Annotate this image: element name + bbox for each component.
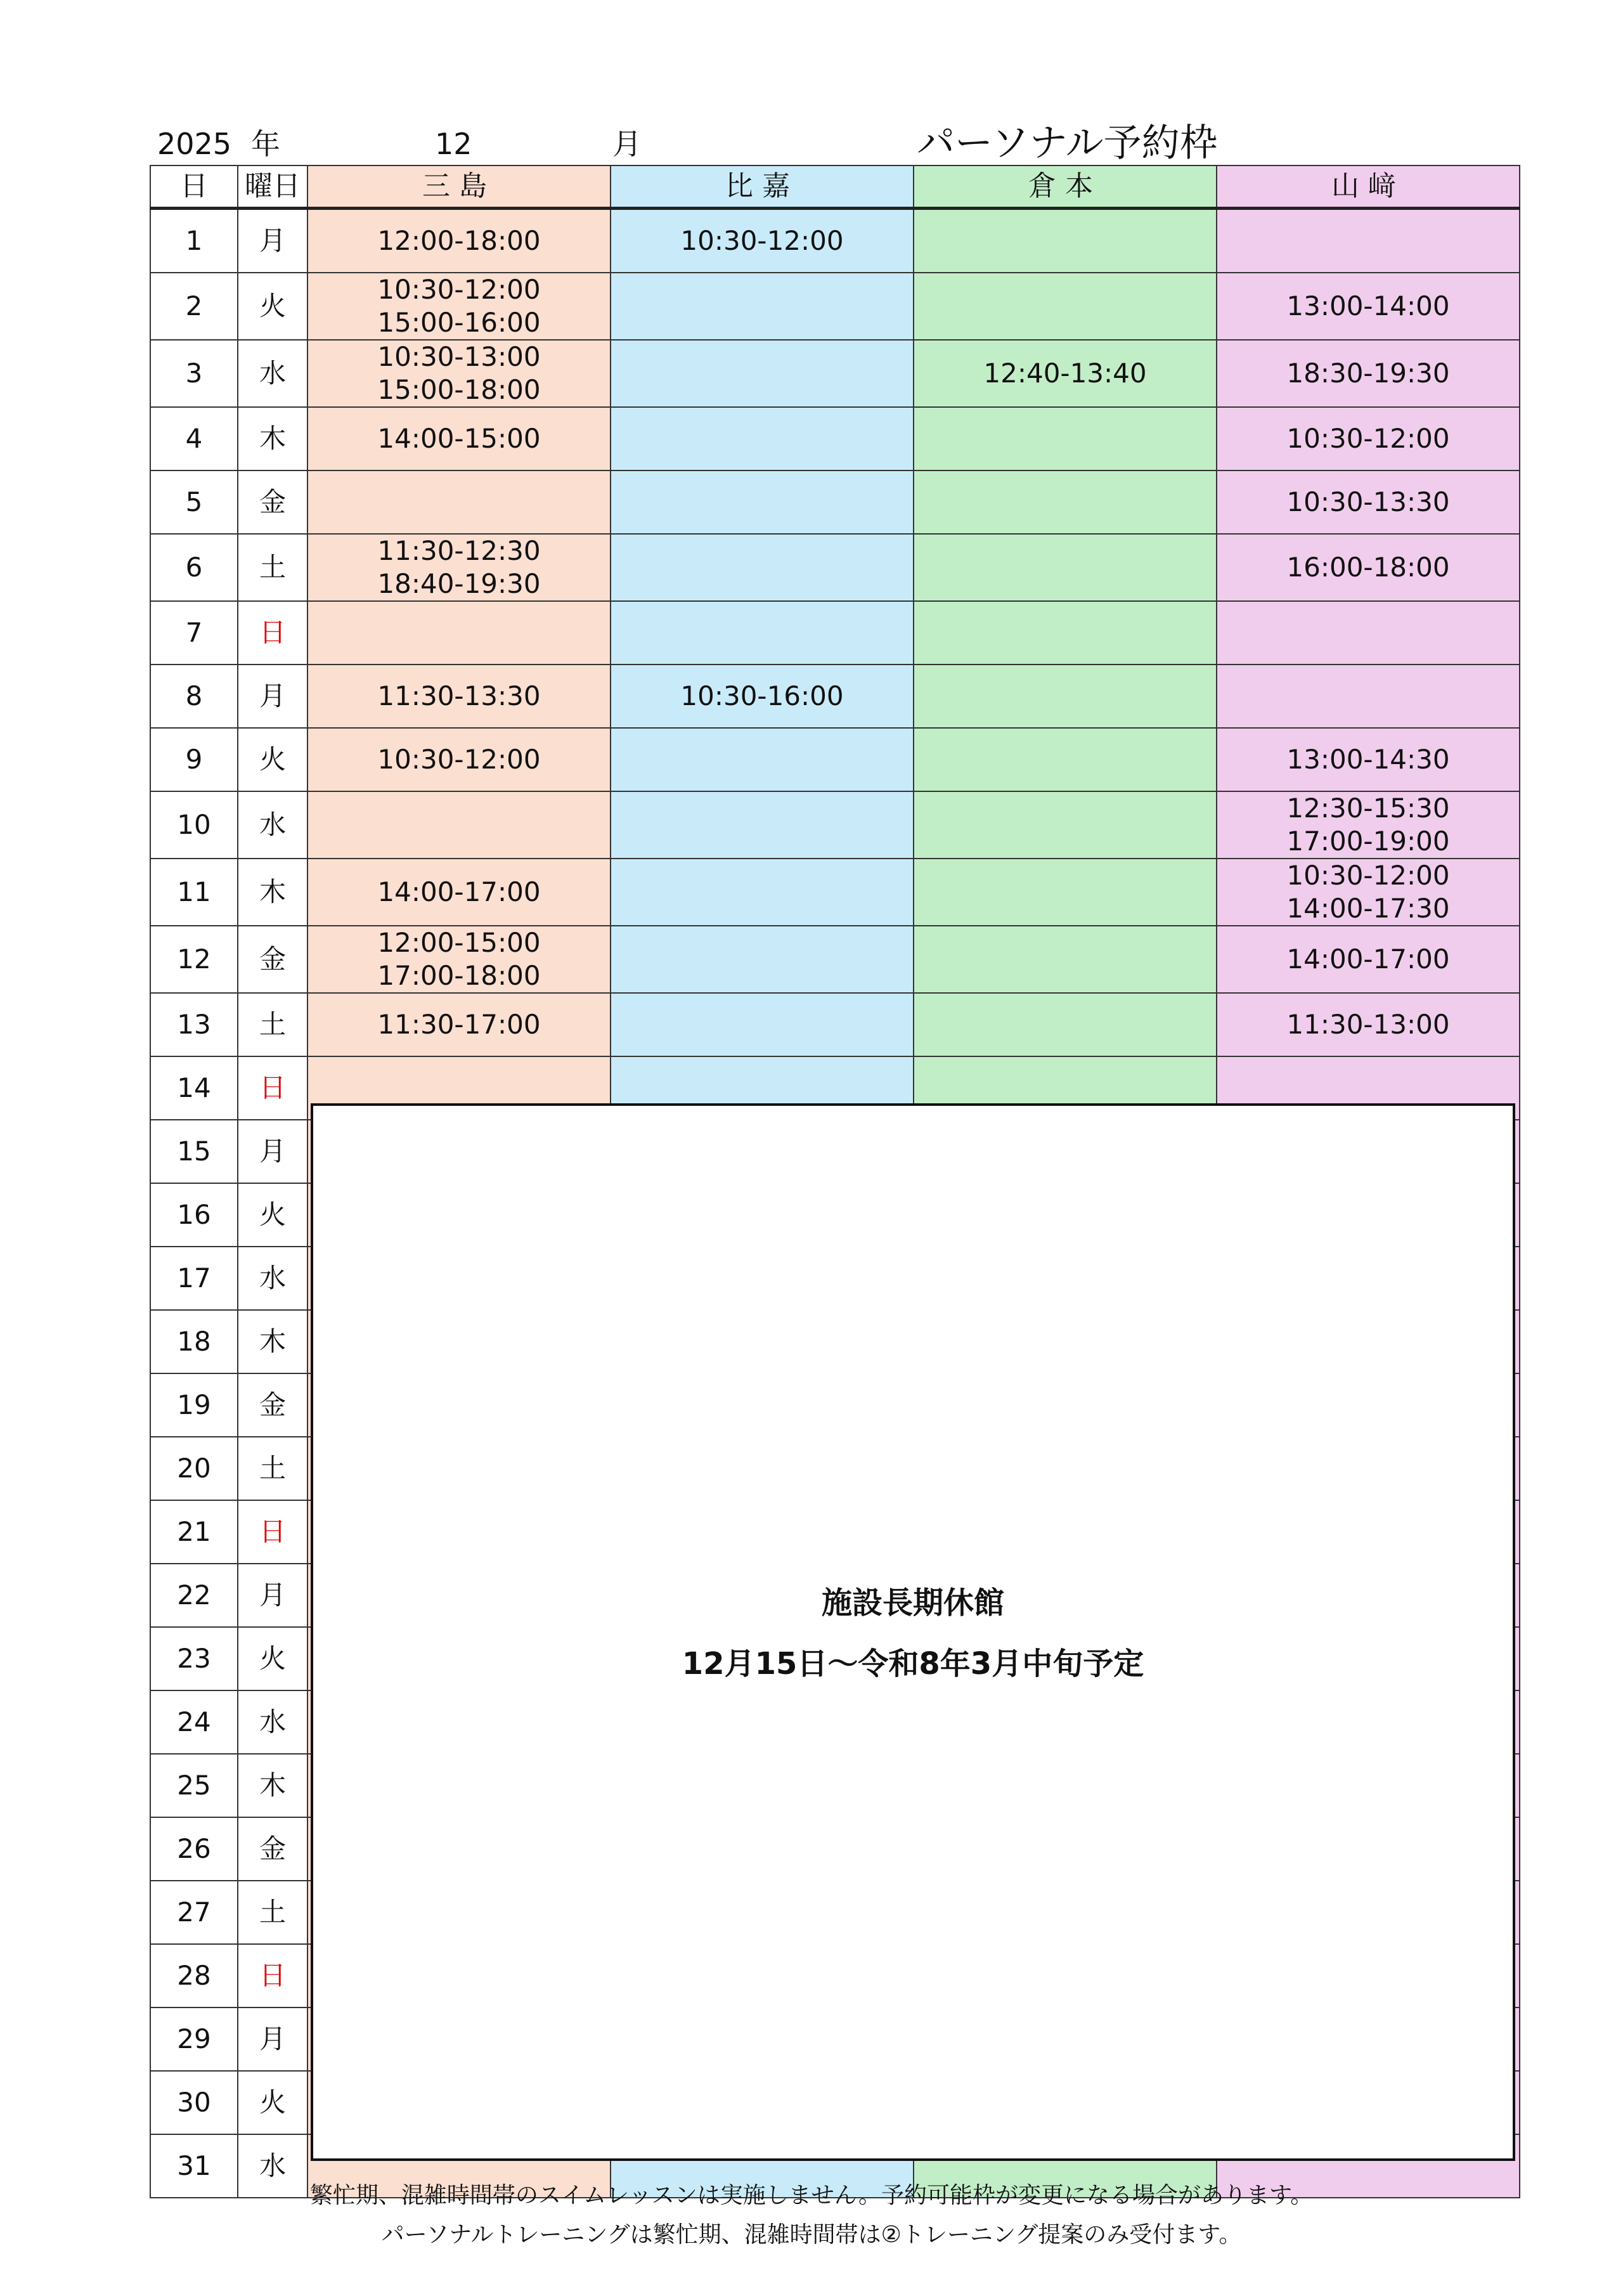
slot-cell-mishima xyxy=(307,273,611,340)
time-slot: 18:30-19:30 xyxy=(1286,358,1450,389)
slot-cell-yamazaki xyxy=(1217,340,1520,407)
table-row xyxy=(150,665,1520,728)
slot-cell-yamazaki xyxy=(1217,926,1520,993)
table-row xyxy=(150,993,1520,1056)
time-slot: 17:00-18:00 xyxy=(377,960,541,991)
table-row xyxy=(150,407,1520,470)
day-of-week: 金 xyxy=(238,470,307,534)
day-number: 28 xyxy=(150,1944,238,2007)
day-number: 26 xyxy=(150,1817,238,1881)
day-number: 30 xyxy=(150,2071,238,2134)
time-slot: 10:30-16:00 xyxy=(680,680,844,711)
day-number: 11 xyxy=(150,859,238,926)
slot-cell-mishima xyxy=(307,209,611,273)
day-number: 10 xyxy=(150,791,238,859)
day-number: 25 xyxy=(150,1754,238,1817)
day-number: 13 xyxy=(150,993,238,1056)
day-of-week: 火 xyxy=(238,1627,307,1690)
slot-cell-mishima xyxy=(307,601,611,665)
slot-cell-yamazaki xyxy=(1217,470,1520,534)
time-slot: 15:00-16:00 xyxy=(377,307,541,338)
time-slot: 10:30-13:00 xyxy=(377,341,541,372)
slot-cell-higa xyxy=(611,665,914,728)
day-number: 15 xyxy=(150,1120,238,1183)
day-number: 23 xyxy=(150,1627,238,1690)
day-of-week: 木 xyxy=(238,1754,307,1817)
slot-cell-yamazaki xyxy=(1217,407,1520,470)
day-of-week: 火 xyxy=(238,273,307,340)
day-of-week: 火 xyxy=(238,2071,307,2134)
day-of-week: 木 xyxy=(238,859,307,926)
day-number: 5 xyxy=(150,470,238,534)
day-number: 19 xyxy=(150,1373,238,1437)
time-slot: 12:00-15:00 xyxy=(377,927,541,958)
slot-cell-kuramoto xyxy=(914,407,1217,470)
day-of-week: 日 xyxy=(238,1944,307,2007)
slot-cell-yamazaki xyxy=(1217,209,1520,273)
time-slot: 14:00-17:00 xyxy=(377,876,541,907)
time-slot: 14:00-17:30 xyxy=(1286,893,1450,924)
header-month: 12 xyxy=(435,127,472,161)
table-row xyxy=(150,534,1520,601)
day-of-week: 金 xyxy=(238,1817,307,1881)
day-number: 29 xyxy=(150,2007,238,2071)
table-row xyxy=(150,791,1520,859)
day-of-week: 木 xyxy=(238,407,307,470)
slot-cell-higa xyxy=(611,340,914,407)
time-slot: 10:30-12:00 xyxy=(377,274,541,305)
table-row xyxy=(150,601,1520,665)
day-number: 16 xyxy=(150,1183,238,1247)
day-of-week: 日 xyxy=(238,601,307,665)
day-of-week: 月 xyxy=(238,209,307,273)
slot-cell-mishima xyxy=(307,993,611,1056)
slot-cell-mishima xyxy=(307,665,611,728)
table-row xyxy=(150,273,1520,340)
slot-cell-higa xyxy=(611,601,914,665)
day-number: 14 xyxy=(150,1056,238,1120)
slot-cell-yamazaki xyxy=(1217,993,1520,1056)
day-of-week: 土 xyxy=(238,1881,307,1944)
footnote-1: 繁忙期、混雑時間帯のスイムレッスンは実施しません。予約可能枠が変更になる場合があります。 xyxy=(309,2182,1314,2208)
slot-cell-kuramoto xyxy=(914,993,1217,1056)
day-number: 4 xyxy=(150,407,238,470)
header-instructor-yamazaki: 山﨑 xyxy=(1217,165,1520,209)
day-number: 7 xyxy=(150,601,238,665)
slot-cell-higa xyxy=(611,470,914,534)
slot-cell-mishima xyxy=(307,926,611,993)
table-header-row xyxy=(150,165,1520,209)
slot-cell-mishima xyxy=(307,407,611,470)
day-number: 31 xyxy=(150,2134,238,2198)
table-row xyxy=(150,728,1520,791)
slot-cell-higa xyxy=(611,791,914,859)
time-slot: 14:00-15:00 xyxy=(377,423,541,454)
slot-cell-mishima xyxy=(307,340,611,407)
day-of-week: 木 xyxy=(238,1310,307,1373)
slot-cell-kuramoto xyxy=(914,601,1217,665)
day-of-week: 金 xyxy=(238,926,307,993)
slot-cell-higa xyxy=(611,407,914,470)
day-of-week: 水 xyxy=(238,340,307,407)
slot-cell-higa xyxy=(611,859,914,926)
header-month-unit: 月 xyxy=(612,127,642,161)
day-number: 21 xyxy=(150,1500,238,1564)
day-of-week: 月 xyxy=(238,1564,307,1627)
slot-cell-yamazaki xyxy=(1217,273,1520,340)
slot-cell-higa xyxy=(611,273,914,340)
day-number: 24 xyxy=(150,1690,238,1754)
slot-cell-kuramoto xyxy=(914,791,1217,859)
day-number: 2 xyxy=(150,273,238,340)
time-slot: 10:30-12:00 xyxy=(1286,860,1450,891)
header-instructor-higa: 比嘉 xyxy=(611,165,914,209)
time-slot: 10:30-12:00 xyxy=(680,225,844,256)
slot-cell-kuramoto xyxy=(914,859,1217,926)
slot-cell-yamazaki xyxy=(1217,859,1520,926)
slot-cell-yamazaki xyxy=(1217,601,1520,665)
table-row xyxy=(150,209,1520,273)
time-slot: 13:00-14:00 xyxy=(1286,290,1450,321)
header-instructor-kuramoto: 倉本 xyxy=(914,165,1217,209)
day-number: 12 xyxy=(150,926,238,993)
day-number: 3 xyxy=(150,340,238,407)
slot-cell-kuramoto xyxy=(914,470,1217,534)
day-of-week: 水 xyxy=(238,1247,307,1310)
closure-title: 施設長期休館 xyxy=(821,1585,1004,1621)
day-number: 8 xyxy=(150,665,238,728)
time-slot: 17:00-19:00 xyxy=(1286,826,1450,857)
page-header xyxy=(150,108,1519,164)
slot-cell-higa xyxy=(611,534,914,601)
day-number: 9 xyxy=(150,728,238,791)
time-slot: 11:30-13:00 xyxy=(1286,1009,1450,1040)
header-instructor-mishima: 三島 xyxy=(307,165,611,209)
time-slot: 11:30-13:30 xyxy=(377,680,541,711)
time-slot: 10:30-12:00 xyxy=(377,744,541,775)
slot-cell-kuramoto xyxy=(914,665,1217,728)
slot-cell-kuramoto xyxy=(914,534,1217,601)
time-slot: 14:00-17:00 xyxy=(1286,944,1450,975)
day-of-week: 水 xyxy=(238,1690,307,1754)
page-title: パーソナル予約枠 xyxy=(917,121,1218,165)
header-year: 2025 xyxy=(157,127,232,161)
slot-cell-higa xyxy=(611,209,914,273)
slot-cell-higa xyxy=(611,993,914,1056)
header-dow: 曜日 xyxy=(238,165,307,209)
slot-cell-yamazaki xyxy=(1217,728,1520,791)
slot-cell-kuramoto xyxy=(914,273,1217,340)
time-slot: 10:30-12:00 xyxy=(1286,423,1450,454)
day-of-week: 土 xyxy=(238,1437,307,1500)
slot-cell-yamazaki xyxy=(1217,665,1520,728)
slot-cell-kuramoto xyxy=(914,728,1217,791)
time-slot: 11:30-12:30 xyxy=(377,535,541,566)
day-of-week: 月 xyxy=(238,1120,307,1183)
day-of-week: 水 xyxy=(238,2134,307,2198)
closure-period: 12月15日～令和8年3月中旬予定 xyxy=(682,1646,1144,1682)
footnote-2: パーソナルトレーニングは繁忙期、混雑時間帯は②トレーニング提案のみ受付ます。 xyxy=(381,2222,1242,2248)
time-slot: 10:30-13:30 xyxy=(1286,486,1450,517)
day-of-week: 土 xyxy=(238,993,307,1056)
slot-cell-mishima xyxy=(307,534,611,601)
slot-cell-mishima xyxy=(307,859,611,926)
day-of-week: 月 xyxy=(238,665,307,728)
slot-cell-kuramoto xyxy=(914,209,1217,273)
day-of-week: 水 xyxy=(238,791,307,859)
slot-cell-mishima xyxy=(307,470,611,534)
day-number: 1 xyxy=(150,209,238,273)
table-row xyxy=(150,926,1520,993)
time-slot: 12:00-18:00 xyxy=(377,225,541,256)
table-row xyxy=(150,859,1520,926)
header-year-unit: 年 xyxy=(251,127,280,161)
slot-cell-yamazaki xyxy=(1217,791,1520,859)
day-number: 18 xyxy=(150,1310,238,1373)
time-slot: 11:30-17:00 xyxy=(377,1009,541,1040)
time-slot: 15:00-18:00 xyxy=(377,374,541,405)
time-slot: 16:00-18:00 xyxy=(1286,552,1450,583)
day-number: 6 xyxy=(150,534,238,601)
day-of-week: 月 xyxy=(238,2007,307,2071)
slot-cell-yamazaki xyxy=(1217,534,1520,601)
day-number: 27 xyxy=(150,1881,238,1944)
slot-cell-kuramoto xyxy=(914,926,1217,993)
day-of-week: 火 xyxy=(238,1183,307,1247)
day-number: 22 xyxy=(150,1564,238,1627)
day-of-week: 土 xyxy=(238,534,307,601)
day-of-week: 金 xyxy=(238,1373,307,1437)
time-slot: 13:00-14:30 xyxy=(1286,744,1450,775)
slot-cell-mishima xyxy=(307,728,611,791)
slot-cell-mishima xyxy=(307,791,611,859)
time-slot: 12:40-13:40 xyxy=(983,358,1147,389)
time-slot: 12:30-15:30 xyxy=(1286,793,1450,824)
slot-cell-higa xyxy=(611,926,914,993)
table-row xyxy=(150,470,1520,534)
table-row xyxy=(150,340,1520,407)
day-of-week: 日 xyxy=(238,1056,307,1120)
time-slot: 18:40-19:30 xyxy=(377,568,541,599)
header-day: 日 xyxy=(150,165,238,209)
day-of-week: 日 xyxy=(238,1500,307,1564)
day-number: 17 xyxy=(150,1247,238,1310)
slot-cell-higa xyxy=(611,728,914,791)
day-number: 20 xyxy=(150,1437,238,1500)
day-of-week: 火 xyxy=(238,728,307,791)
closure-notice xyxy=(311,1103,1515,2161)
slot-cell-kuramoto xyxy=(914,340,1217,407)
